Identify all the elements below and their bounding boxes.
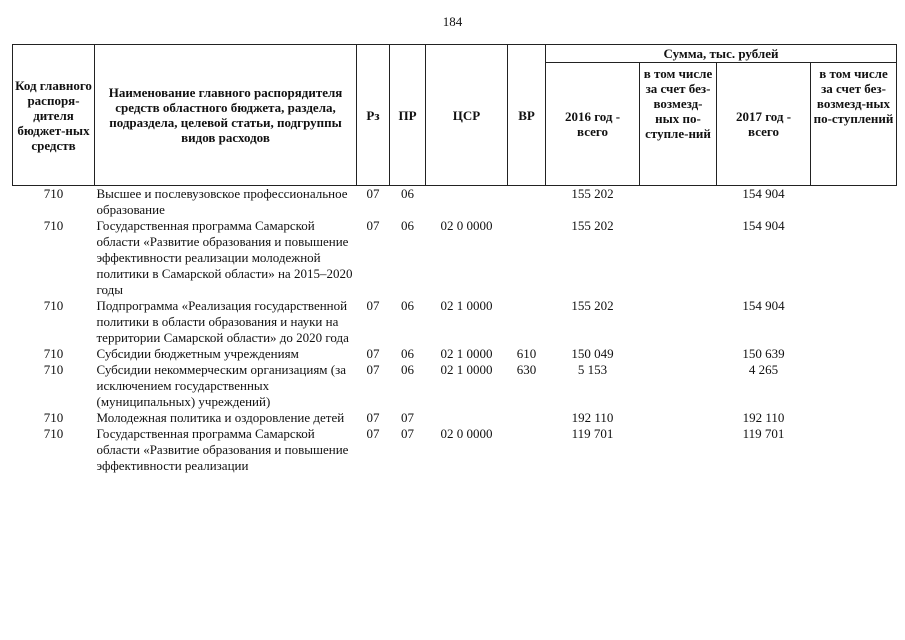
- cell-csr: [426, 410, 508, 426]
- cell-2017-free: [811, 346, 897, 362]
- header-2016-total: 2016 год - всего: [546, 63, 640, 186]
- table-row: [13, 186, 897, 219]
- header-2016-free: в том числе за счет без-возмезд-ных по-ступле-ний: [640, 63, 717, 186]
- cell-2017-total: 119 701: [742, 426, 785, 441]
- cell-rz: 07: [366, 362, 380, 377]
- cell-code: 710: [43, 218, 64, 233]
- cell-vr: 630: [516, 362, 537, 377]
- budget-table: [12, 44, 897, 474]
- page-number: 184: [442, 14, 463, 29]
- cell-2017-free: [811, 362, 897, 410]
- cell-code: 710: [43, 410, 64, 425]
- cell-vr: [508, 186, 546, 219]
- cell-2017-free: [811, 426, 897, 474]
- cell-2017-total: 154 904: [742, 298, 785, 313]
- cell-vr: [508, 298, 546, 346]
- cell-2016-free: [640, 410, 717, 426]
- table-row: [13, 426, 897, 474]
- cell-vr: 610: [516, 346, 537, 361]
- header-sum: Сумма, тыс. рублей: [546, 45, 897, 63]
- cell-2017-total: 150 639: [742, 346, 785, 361]
- cell-2017-total: 154 904: [742, 186, 785, 201]
- cell-2017-free: [811, 298, 897, 346]
- cell-csr: 02 1 0000: [440, 362, 493, 377]
- table-row: [13, 298, 897, 346]
- cell-2016-total: 155 202: [571, 218, 614, 233]
- cell-2016-total: 155 202: [571, 298, 614, 313]
- table-body: [13, 186, 897, 475]
- cell-2016-free: [640, 426, 717, 474]
- cell-2016-total: 192 110: [571, 410, 614, 425]
- cell-2016-free: [640, 186, 717, 219]
- cell-vr: [508, 410, 546, 426]
- cell-pr: 06: [401, 298, 414, 313]
- table-row: [13, 218, 897, 298]
- cell-name: Субсидии некоммерческим организациям (за исключением государственных (муниципальных) учреждений): [96, 362, 347, 409]
- cell-csr: 02 1 0000: [440, 346, 493, 361]
- cell-2016-total: 150 049: [571, 346, 614, 361]
- cell-code: 710: [43, 186, 64, 201]
- cell-csr: 02 0 0000: [440, 426, 493, 441]
- cell-2016-free: [640, 362, 717, 410]
- cell-name: Государственная программа Самарской области «Развитие образования и повышение эффективности реализации: [96, 426, 349, 473]
- cell-2016-free: [640, 346, 717, 362]
- cell-csr: 02 0 0000: [440, 218, 493, 233]
- header-csr: ЦСР: [426, 45, 508, 186]
- cell-2016-free: [640, 298, 717, 346]
- cell-code: 710: [43, 362, 64, 377]
- cell-code: 710: [43, 346, 64, 361]
- cell-pr: 06: [401, 362, 414, 377]
- cell-name: Субсидии бюджетным учреждениям: [96, 346, 299, 361]
- cell-vr: [508, 218, 546, 298]
- cell-csr: 02 1 0000: [440, 298, 493, 313]
- cell-2017-free: [811, 186, 897, 219]
- cell-csr: [426, 186, 508, 219]
- header-name: Наименование главного распорядителя средств областного бюджета, раздела, подраздела, целевой статьи, подгруппы видов расходов: [95, 45, 357, 186]
- cell-2017-total: 4 265: [748, 362, 779, 377]
- cell-rz: 07: [366, 186, 380, 201]
- cell-name: Высшее и послевузовское профессиональное образование: [96, 186, 348, 217]
- cell-pr: 07: [401, 426, 414, 441]
- table-header: [13, 45, 897, 186]
- cell-2017-total: 154 904: [742, 218, 785, 233]
- header-code: Код главного распоря-дителя бюджет-ных средств: [13, 45, 95, 186]
- cell-rz: 07: [366, 298, 380, 313]
- cell-pr: 06: [401, 346, 414, 361]
- cell-rz: 07: [366, 426, 380, 441]
- header-rz: Рз: [357, 45, 390, 186]
- header-vr: ВР: [508, 45, 546, 186]
- table-row: [13, 410, 897, 426]
- cell-rz: 07: [366, 346, 380, 361]
- cell-code: 710: [43, 298, 64, 313]
- cell-name: Подпрограмма «Реализация государственной политики в области образования и науки на территории Самарской области» до 2020 года: [96, 298, 349, 345]
- cell-name: Молодежная политика и оздоровление детей: [96, 410, 345, 425]
- cell-2017-total: 192 110: [742, 410, 785, 425]
- header-pr: ПР: [390, 45, 426, 186]
- cell-2016-total: 5 153: [577, 362, 608, 377]
- cell-vr: [508, 426, 546, 474]
- cell-2017-free: [811, 410, 897, 426]
- cell-2016-total: 119 701: [571, 426, 614, 441]
- table-row: [13, 362, 897, 410]
- cell-2017-free: [811, 218, 897, 298]
- cell-pr: 06: [401, 186, 414, 201]
- cell-2016-free: [640, 218, 717, 298]
- table-row: [13, 346, 897, 362]
- cell-name: Государственная программа Самарской области «Развитие образования и повышение эффективности реализации молодежной политики в Самарской области» на 2015–2020 годы: [96, 218, 353, 297]
- header-2017-free: в том числе за счет без-возмезд-ных по-ступлений: [811, 63, 897, 186]
- cell-rz: 07: [366, 410, 380, 425]
- cell-pr: 07: [401, 410, 414, 425]
- cell-pr: 06: [401, 218, 414, 233]
- header-2017-total: 2017 год - всего: [717, 63, 811, 186]
- cell-code: 710: [43, 426, 64, 441]
- cell-rz: 07: [366, 218, 380, 233]
- cell-2016-total: 155 202: [571, 186, 614, 201]
